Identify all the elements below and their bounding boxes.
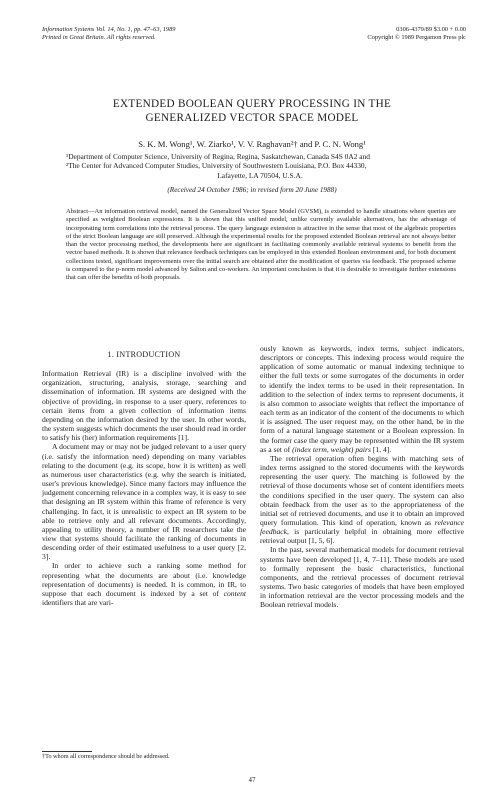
issn-line: 0306-4379/89 $3.00 + 0.00: [396, 26, 466, 33]
footnote-rule: [42, 751, 92, 752]
intro-paragraph-3: [42, 561, 246, 607]
author-list: S. K. M. Wong¹, W. Ziarko¹, V. V. Raghavan²† and P. C. N. Wong¹: [138, 139, 366, 149]
page-number: 47: [248, 776, 256, 784]
section-heading: 1. INTRODUCTION: [107, 350, 181, 359]
right-paragraph-3: In the past, several mathematical models for document retrieval systems have been developed [1, 4, 7–11]. These models are used to formally represent the basic characteristics, functional components, and the retrieval processes of document retrieval systems. Two basic categories of models that have been employed in information retrieval are the vector processing models and the Boolean retrieval models.: [260, 545, 464, 610]
right-column: [260, 344, 464, 610]
right-p2-end: , is particularly helpful in obtaining more effective retrieval output [1, 5, 6].: [260, 527, 464, 546]
right-p2-emphasis: relevance feedback: [260, 517, 464, 537]
footnote: †To whom all correspondence should be addressed.: [42, 753, 170, 760]
journal-line-1: Information Systems Vol. 14, No. 1, pp. 47–63, 1989: [42, 26, 176, 33]
abstract: [66, 208, 456, 283]
right-p1-text: ously known as keywords, index terms, subject indicators, descriptors or concepts. This indexing process would require the application of some automatic or manual indexing technique to either the full texts or some surrogates of the documents in order to identify the index terms to be used in their representation. In addition to the selection of index terms to represent documents, it is also common to associate weights that reflect the importance of each term as an indicator of the content of the documents to which it is assigned. The user request may, on the other hand, be in the form of a natural language statement or a Boolean expression. In the former case the query may be represented within the IR system as a set of: [260, 344, 464, 454]
affiliations: [66, 152, 454, 180]
received-dates: (Received 24 October 1986; in revised form 20 June 1988): [167, 186, 337, 194]
intro-p3-emphasis: content: [223, 588, 246, 598]
copyright-line: Copyright © 1989 Pergamon Press plc: [367, 34, 466, 41]
title-line-2: GENERALIZED VECTOR SPACE MODEL: [145, 112, 359, 124]
abstract-label: Abstract: [66, 208, 89, 215]
right-paragraph-2: [260, 454, 464, 546]
intro-p3-start: In order to achieve such a ranking some method for representing what the documents are about (i.e. knowledge representation of documents) is needed. It is common, in IR, to suppose that each document is indexed by a set of: [42, 561, 246, 598]
title-line-1: EXTENDED BOOLEAN QUERY PROCESSING IN THE: [112, 98, 392, 110]
copyright-info: [367, 26, 466, 42]
intro-paragraph-2: A document may or may not be judged relevant to a user query (i.e. satisfy the information need) depending on many variables relating to the document (e.g. its scope, how it is written) as well as numerous user characteristics (e.g. why the search is initiated, user's previous knowledge). Since many factors may influence the judgement concerning relevance in a complex way, it is easy to see that designing an IR system within this frame of reference is very challenging. In fact, it is unrealistic to expect an IR system to be able to retrieve only and all relevant documents. Accordingly, appealing to utility theory, a number of IR researchers take the view that systems should facilitate the ranking of documents in descending order of their estimated usefulness to a user query [2, 3].: [42, 442, 246, 562]
left-column: [42, 350, 246, 607]
journal-line-2: Printed in Great Britain. All rights reserved.: [42, 34, 156, 41]
journal-citation: [42, 26, 176, 42]
right-paragraph-1: [260, 344, 464, 454]
right-p1-emphasis: (index term, weight) pairs: [292, 444, 371, 454]
abstract-text: —An information retrieval model, named the Generalized Vector Space Model (GVSM), is extended to handle situations where queries are specified as weighted Boolean expressions. It is shown that this unified model, unlike currently available alternatives, has the advantage of incorporating term correlations into the retrieval process. The query language extension is attractive in the sense that most of the algebraic properties of the strict Boolean language are still preserved. Although the experimental results for the proposed extended Boolean retrieval are not always better than the vector processing method, the developments here are significant in facilitating commonly available retrieval systems to benefit from the vector based methods. It is shown that relevance feedback techniques can be employed in this extended Boolean environment and, for both document collections tested, significant improvements over the initial search are obtained after the modification of queries via feedback. The proposed scheme is compared to the p-norm model advanced by Salton and co-workers. An important conclusion is that it is desirable to investigate further extensions that can offer the benefits of both proposals.: [66, 208, 456, 282]
intro-paragraph-1: Information Retrieval (IR) is a discipline involved with the organization, structuring, analysis, storage, searching and dissemination of information. IR systems are designed with the objective of providing, in response to a user query, references to certain items from a given collection of information items depending on the information desired by the user. In other words, the system suggests which documents the user should read in order to satisfy his (her) information requirements [1].: [42, 369, 246, 443]
paper-title: [40, 97, 464, 125]
affiliation-3: Lafayette, LA 70504, U.S.A.: [217, 170, 303, 180]
affiliation-2: ²The Center for Advanced Computer Studies, University of Southwestern Louisiana, P.O. Box 44330,: [66, 161, 367, 171]
right-p2-text: The retrieval operation often begins with matching sets of index terms assigned to the stored documents with the keywords representing the user query. The matching is followed by the retrieval of those documents whose set of content identifiers meets the conditions specified in the user query. The system can also obtain feedback from the user as to the appropriateness of the initial set of retrieved documents, and use it to obtain an improved query formulation. This kind of operation, known as: [260, 453, 464, 527]
intro-p3-end: identifiers that are vari-: [42, 598, 114, 608]
affiliation-1: ¹Department of Computer Science, University of Regina, Regina, Saskatchewan, Canada S4S 0A2 and: [66, 152, 370, 161]
right-p1-end: [1, 4].: [370, 444, 392, 454]
